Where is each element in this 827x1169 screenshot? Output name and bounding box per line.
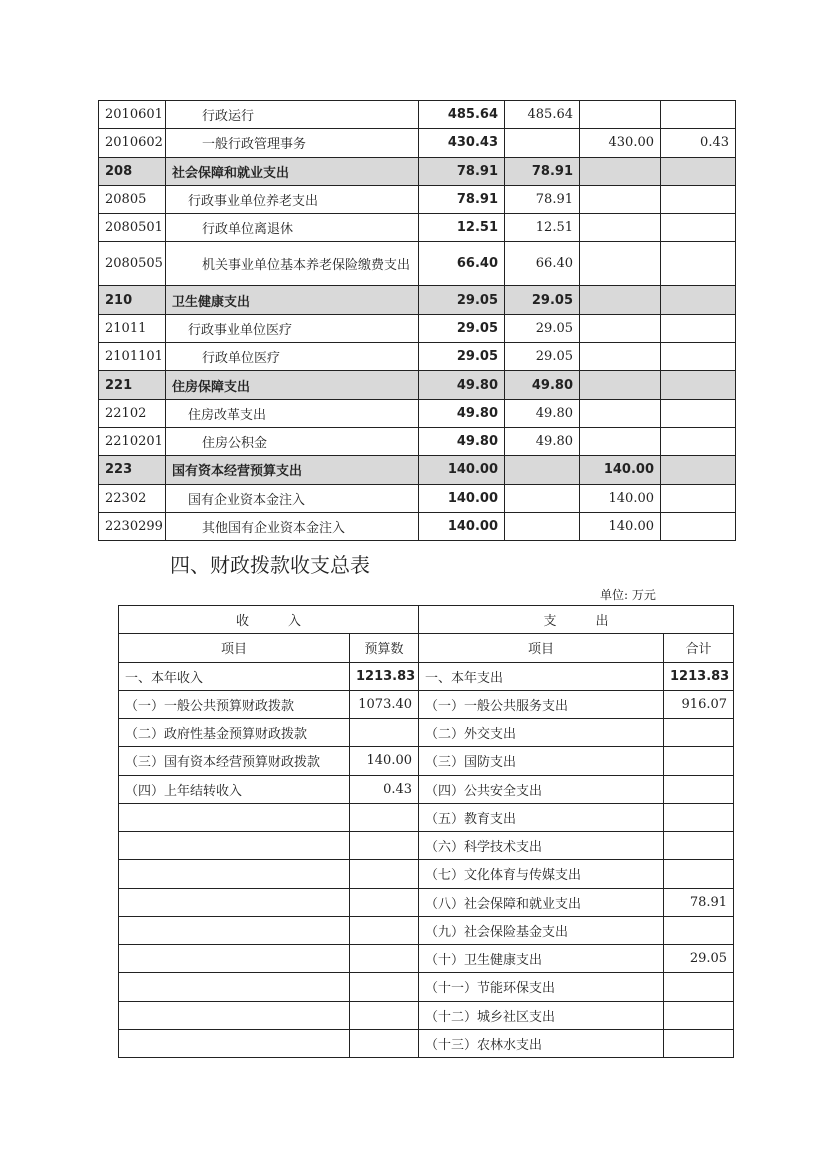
value-cell: 49.80 bbox=[505, 427, 580, 455]
table-row bbox=[99, 314, 736, 342]
value-cell bbox=[661, 371, 736, 399]
expense-item: （二）外交支出 bbox=[419, 719, 664, 747]
income-value bbox=[350, 832, 419, 860]
total-cell: 140.00 bbox=[419, 456, 505, 484]
total-cell: 485.64 bbox=[419, 101, 505, 129]
value-cell bbox=[505, 484, 580, 512]
income-value bbox=[350, 973, 419, 1001]
value-cell bbox=[580, 185, 661, 213]
col-total: 合计 bbox=[664, 634, 734, 662]
income-value: 140.00 bbox=[350, 747, 419, 775]
expense-item: （三）国防支出 bbox=[419, 747, 664, 775]
code-cell: 2230299 bbox=[99, 512, 166, 540]
value-cell bbox=[661, 456, 736, 484]
code-cell: 208 bbox=[99, 157, 166, 185]
name-cell: 行政事业单位养老支出 bbox=[166, 185, 419, 213]
name-cell: 卫生健康支出 bbox=[166, 286, 419, 314]
value-cell: 140.00 bbox=[580, 512, 661, 540]
table-row bbox=[119, 719, 734, 747]
table-row bbox=[119, 860, 734, 888]
income-header: 收 入 bbox=[119, 606, 419, 634]
col-budget: 预算数 bbox=[350, 634, 419, 662]
expense-item: （十）卫生健康支出 bbox=[419, 945, 664, 973]
table-row bbox=[119, 973, 734, 1001]
value-cell bbox=[661, 185, 736, 213]
total-cell: 140.00 bbox=[419, 484, 505, 512]
expense-value: 29.05 bbox=[664, 945, 734, 973]
code-cell: 21011 bbox=[99, 314, 166, 342]
table-row bbox=[119, 662, 734, 690]
income-item bbox=[119, 1001, 350, 1029]
table-row bbox=[99, 157, 736, 185]
income-value bbox=[350, 1001, 419, 1029]
code-cell: 2080505 bbox=[99, 242, 166, 286]
income-item bbox=[119, 832, 350, 860]
value-cell: 49.80 bbox=[505, 399, 580, 427]
income-item: （二）政府性基金预算财政拨款 bbox=[119, 719, 350, 747]
total-cell: 78.91 bbox=[419, 185, 505, 213]
value-cell bbox=[580, 399, 661, 427]
table-row bbox=[119, 888, 734, 916]
col-item: 项目 bbox=[119, 634, 350, 662]
code-cell: 2010601 bbox=[99, 101, 166, 129]
value-cell: 0.43 bbox=[661, 129, 736, 157]
total-cell: 49.80 bbox=[419, 371, 505, 399]
income-value bbox=[350, 860, 419, 888]
table-row bbox=[99, 286, 736, 314]
table-row bbox=[119, 690, 734, 718]
total-cell: 430.43 bbox=[419, 129, 505, 157]
name-cell: 其他国有企业资本金注入 bbox=[166, 512, 419, 540]
expense-item: （五）教育支出 bbox=[419, 803, 664, 831]
expense-value: 916.07 bbox=[664, 690, 734, 718]
code-cell: 2080501 bbox=[99, 214, 166, 242]
value-cell bbox=[580, 286, 661, 314]
section-title: 四、财政拨款收支总表 bbox=[170, 553, 370, 577]
table-row bbox=[119, 803, 734, 831]
table-row bbox=[99, 101, 736, 129]
value-cell bbox=[661, 343, 736, 371]
value-cell: 78.91 bbox=[505, 157, 580, 185]
expense-value bbox=[664, 747, 734, 775]
value-cell bbox=[580, 343, 661, 371]
name-cell: 住房公积金 bbox=[166, 427, 419, 455]
table-row bbox=[99, 456, 736, 484]
value-cell bbox=[580, 101, 661, 129]
expense-item: （八）社会保障和就业支出 bbox=[419, 888, 664, 916]
value-cell: 29.05 bbox=[505, 343, 580, 371]
table-row bbox=[99, 343, 736, 371]
total-cell: 49.80 bbox=[419, 399, 505, 427]
total-cell: 29.05 bbox=[419, 314, 505, 342]
name-cell: 行政单位医疗 bbox=[166, 343, 419, 371]
name-cell: 住房改革支出 bbox=[166, 399, 419, 427]
expense-item: （四）公共安全支出 bbox=[419, 775, 664, 803]
value-cell bbox=[661, 242, 736, 286]
table-row bbox=[99, 214, 736, 242]
table-row bbox=[119, 832, 734, 860]
expense-value bbox=[664, 916, 734, 944]
value-cell bbox=[580, 427, 661, 455]
value-cell bbox=[661, 512, 736, 540]
table-row bbox=[99, 242, 736, 286]
table-row bbox=[99, 399, 736, 427]
name-cell: 行政运行 bbox=[166, 101, 419, 129]
value-cell bbox=[580, 314, 661, 342]
expense-item: （十一）节能环保支出 bbox=[419, 973, 664, 1001]
income-item bbox=[119, 803, 350, 831]
table-row bbox=[99, 512, 736, 540]
name-cell: 国有资本经营预算支出 bbox=[166, 456, 419, 484]
code-cell: 210 bbox=[99, 286, 166, 314]
table-row bbox=[99, 185, 736, 213]
total-cell: 140.00 bbox=[419, 512, 505, 540]
value-cell: 29.05 bbox=[505, 286, 580, 314]
expense-value bbox=[664, 775, 734, 803]
total-cell: 78.91 bbox=[419, 157, 505, 185]
table-row bbox=[119, 747, 734, 775]
income-value bbox=[350, 803, 419, 831]
value-cell bbox=[580, 242, 661, 286]
code-cell: 2101101 bbox=[99, 343, 166, 371]
income-value: 1213.83 bbox=[350, 662, 419, 690]
income-item bbox=[119, 973, 350, 1001]
value-cell: 49.80 bbox=[505, 371, 580, 399]
expense-header: 支 出 bbox=[419, 606, 734, 634]
value-cell bbox=[661, 286, 736, 314]
value-cell bbox=[661, 101, 736, 129]
income-item: （一）一般公共预算财政拨款 bbox=[119, 690, 350, 718]
income-item: （四）上年结转收入 bbox=[119, 775, 350, 803]
expense-value bbox=[664, 860, 734, 888]
value-cell bbox=[580, 157, 661, 185]
code-cell: 2210201 bbox=[99, 427, 166, 455]
income-item bbox=[119, 1029, 350, 1057]
code-cell: 22302 bbox=[99, 484, 166, 512]
col-item2: 项目 bbox=[419, 634, 664, 662]
income-value: 1073.40 bbox=[350, 690, 419, 718]
value-cell: 430.00 bbox=[580, 129, 661, 157]
total-cell: 66.40 bbox=[419, 242, 505, 286]
value-cell bbox=[661, 399, 736, 427]
value-cell: 485.64 bbox=[505, 101, 580, 129]
value-cell bbox=[580, 371, 661, 399]
income-value bbox=[350, 888, 419, 916]
expense-item: （一）一般公共服务支出 bbox=[419, 690, 664, 718]
subheader-row bbox=[119, 634, 734, 662]
expense-value: 78.91 bbox=[664, 888, 734, 916]
table-row bbox=[119, 945, 734, 973]
total-cell: 29.05 bbox=[419, 286, 505, 314]
expense-item: （九）社会保险基金支出 bbox=[419, 916, 664, 944]
value-cell bbox=[580, 214, 661, 242]
expense-item: 一、本年支出 bbox=[419, 662, 664, 690]
value-cell bbox=[661, 157, 736, 185]
value-cell: 66.40 bbox=[505, 242, 580, 286]
value-cell bbox=[505, 456, 580, 484]
expense-value: 1213.83 bbox=[664, 662, 734, 690]
income-item bbox=[119, 888, 350, 916]
expense-value bbox=[664, 1001, 734, 1029]
income-item: 一、本年收入 bbox=[119, 662, 350, 690]
code-cell: 2010602 bbox=[99, 129, 166, 157]
value-cell bbox=[505, 512, 580, 540]
income-value bbox=[350, 916, 419, 944]
value-cell bbox=[505, 129, 580, 157]
income-value: 0.43 bbox=[350, 775, 419, 803]
total-cell: 12.51 bbox=[419, 214, 505, 242]
table-row bbox=[119, 775, 734, 803]
income-item bbox=[119, 916, 350, 944]
name-cell: 住房保障支出 bbox=[166, 371, 419, 399]
expense-item: （七）文化体育与传媒支出 bbox=[419, 860, 664, 888]
table-row bbox=[119, 1029, 734, 1057]
table-row bbox=[99, 371, 736, 399]
value-cell: 140.00 bbox=[580, 484, 661, 512]
value-cell: 29.05 bbox=[505, 314, 580, 342]
unit-label: 单位: 万元 bbox=[600, 588, 656, 602]
value-cell: 78.91 bbox=[505, 185, 580, 213]
name-cell: 国有企业资本金注入 bbox=[166, 484, 419, 512]
value-cell bbox=[661, 427, 736, 455]
total-cell: 49.80 bbox=[419, 427, 505, 455]
code-cell: 223 bbox=[99, 456, 166, 484]
income-value bbox=[350, 1029, 419, 1057]
total-cell: 29.05 bbox=[419, 343, 505, 371]
expense-item: （十三）农林水支出 bbox=[419, 1029, 664, 1057]
table-row bbox=[119, 1001, 734, 1029]
name-cell: 行政单位离退休 bbox=[166, 214, 419, 242]
expense-item: （十二）城乡社区支出 bbox=[419, 1001, 664, 1029]
value-cell: 12.51 bbox=[505, 214, 580, 242]
header-row bbox=[119, 606, 734, 634]
expense-value bbox=[664, 973, 734, 1001]
expense-item: （六）科学技术支出 bbox=[419, 832, 664, 860]
income-item: （三）国有资本经营预算财政拨款 bbox=[119, 747, 350, 775]
code-cell: 22102 bbox=[99, 399, 166, 427]
value-cell bbox=[661, 214, 736, 242]
expense-value bbox=[664, 1029, 734, 1057]
income-item bbox=[119, 860, 350, 888]
income-value bbox=[350, 945, 419, 973]
summary-table bbox=[118, 605, 734, 1058]
name-cell: 行政事业单位医疗 bbox=[166, 314, 419, 342]
table-row bbox=[99, 484, 736, 512]
table-row bbox=[99, 427, 736, 455]
name-cell: 一般行政管理事务 bbox=[166, 129, 419, 157]
name-cell: 机关事业单位基本养老保险缴费支出 bbox=[166, 242, 419, 286]
value-cell bbox=[661, 484, 736, 512]
expense-value bbox=[664, 832, 734, 860]
income-value bbox=[350, 719, 419, 747]
table-row bbox=[119, 916, 734, 944]
value-cell bbox=[661, 314, 736, 342]
income-item bbox=[119, 945, 350, 973]
name-cell: 社会保障和就业支出 bbox=[166, 157, 419, 185]
expense-value bbox=[664, 719, 734, 747]
value-cell: 140.00 bbox=[580, 456, 661, 484]
expenditure-table bbox=[98, 100, 736, 541]
table-row bbox=[99, 129, 736, 157]
code-cell: 20805 bbox=[99, 185, 166, 213]
code-cell: 221 bbox=[99, 371, 166, 399]
expense-value bbox=[664, 803, 734, 831]
